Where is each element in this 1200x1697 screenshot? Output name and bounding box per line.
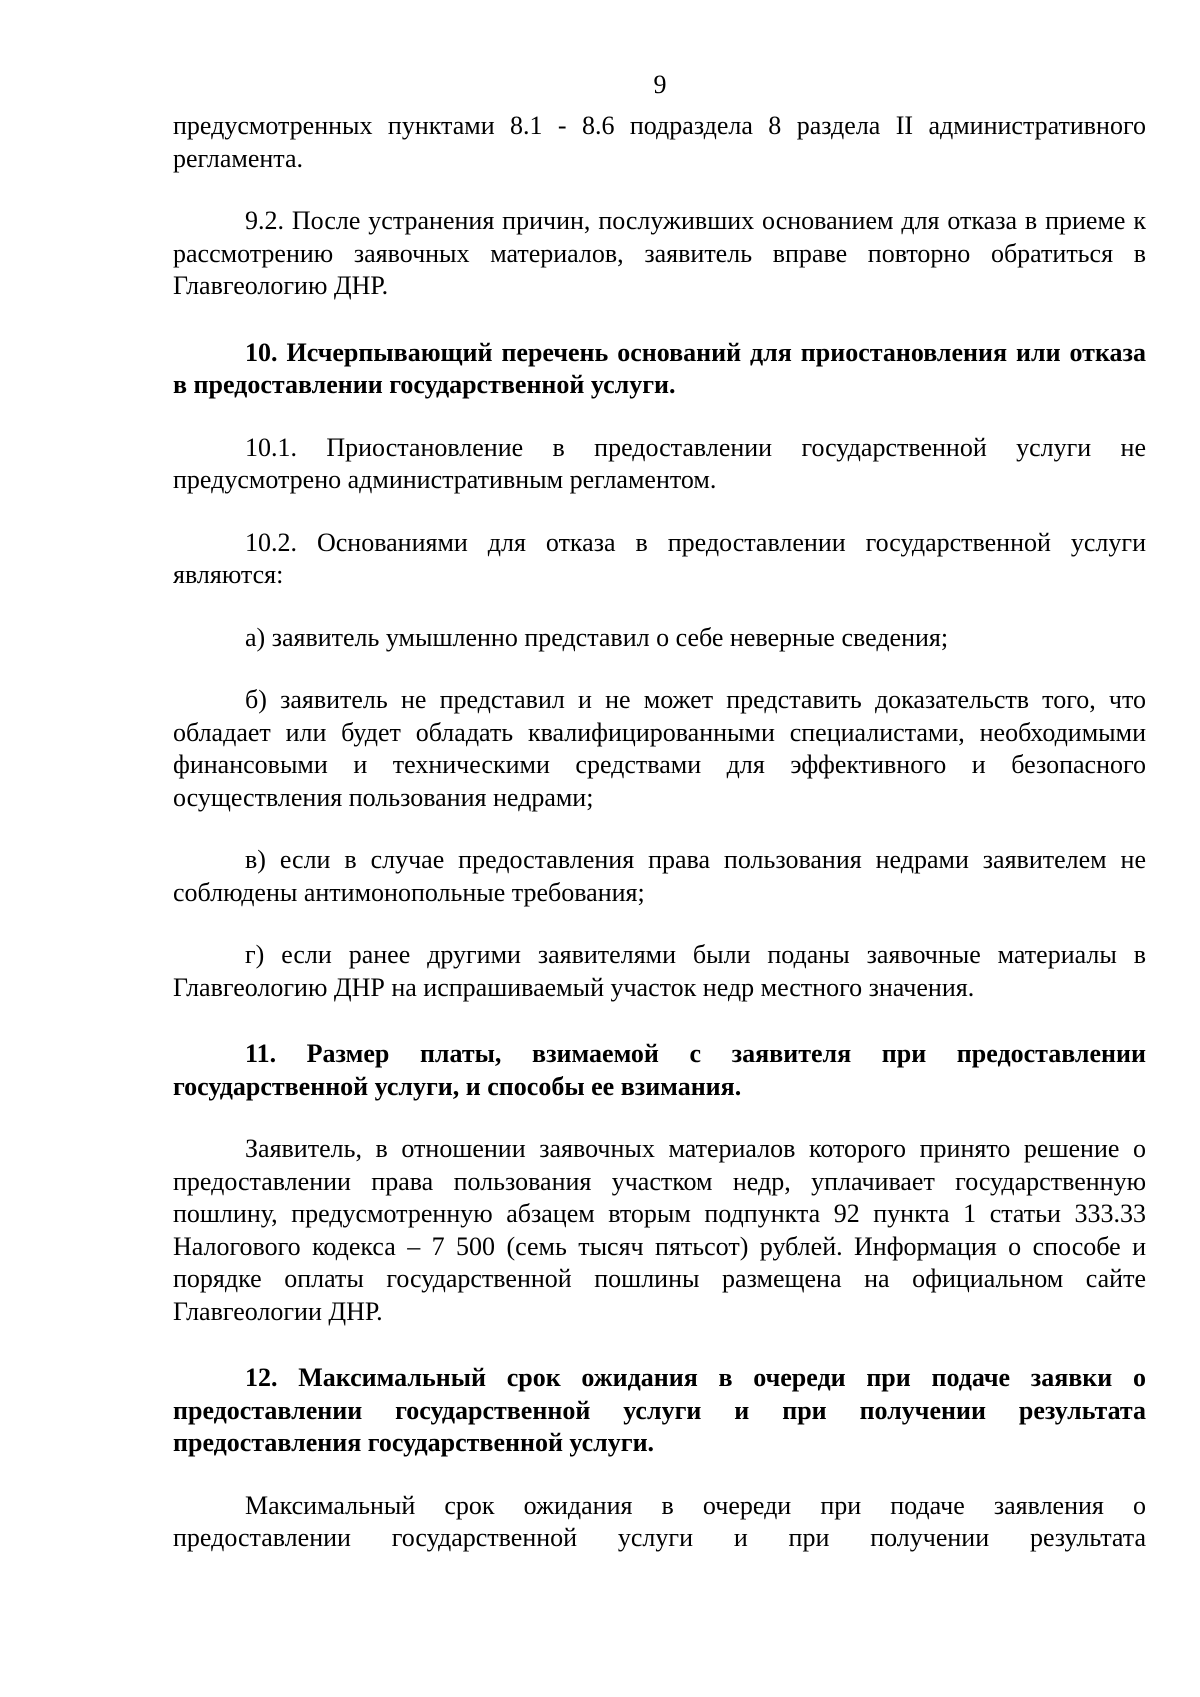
heading-section-11: 11. Размер платы, взимаемой с заявителя при предоставлении государственной услуги, и способы ее взимания. <box>173 1039 1146 1101</box>
paragraph-9-2: 9.2. После устранения причин, послуживших основанием для отказа в приеме к рассмотрению заявочных материалов, заявитель вправе повторно обратиться в Главгеологию ДНР. <box>173 206 1146 300</box>
document-body <box>173 110 1146 1555</box>
list-item-b: б) заявитель не представил и не может представить доказательств того, что обладает или будет обладать квалифицированными специалистами, необходимыми финансовыми и техническими средствами для эффективного и безопасного осуществления пользования недрами; <box>173 685 1146 812</box>
paragraph-continuation: предусмотренных пунктами 8.1 - 8.6 подраздела 8 раздела II административного регламента. <box>173 111 1146 173</box>
page-number: 9 <box>653 70 667 99</box>
heading-section-12: 12. Максимальный срок ожидания в очереди при подаче заявки о предоставлении государственной услуги и при получении результата предоставления государственной услуги. <box>173 1363 1146 1457</box>
paragraph-10-1: 10.1. Приостановление в предоставлении государственной услуги не предусмотрено административным регламентом. <box>173 432 1146 494</box>
paragraph-section-12-body: Максимальный срок ожидания в очереди при подаче заявления о предоставлении государственной услуги и при получении результата <box>173 1490 1146 1552</box>
paragraph-section-11-body: Заявитель, в отношении заявочных материалов которого принято решение о предоставлении права пользования участком недр, уплачивает государственную пошлину, предусмотренную абзацем вторым подпункта 92 пункта 1 статьи 333.33 Налогового кодекса – 7 500 (семь тысяч пятьсот) рублей. Информация о способе и порядке оплаты государственной пошлины размещена на официальном сайте Главгеологии ДНР. <box>173 1134 1146 1326</box>
list-item-v: в) если в случае предоставления права пользования недрами заявителем не соблюдены антимонопольные требования; <box>173 845 1146 907</box>
paragraph-10-2: 10.2. Основаниями для отказа в предоставлении государственной услуги являются: <box>173 527 1146 589</box>
heading-section-10: 10. Исчерпывающий перечень оснований для приостановления или отказа в предоставлении государственной услуги. <box>173 337 1146 399</box>
list-item-g: г) если ранее другими заявителями были поданы заявочные материалы в Главгеологию ДНР на испрашиваемый участок недр местного значения. <box>173 940 1146 1002</box>
list-item-a: а) заявитель умышленно представил о себе неверные сведения; <box>245 622 949 652</box>
